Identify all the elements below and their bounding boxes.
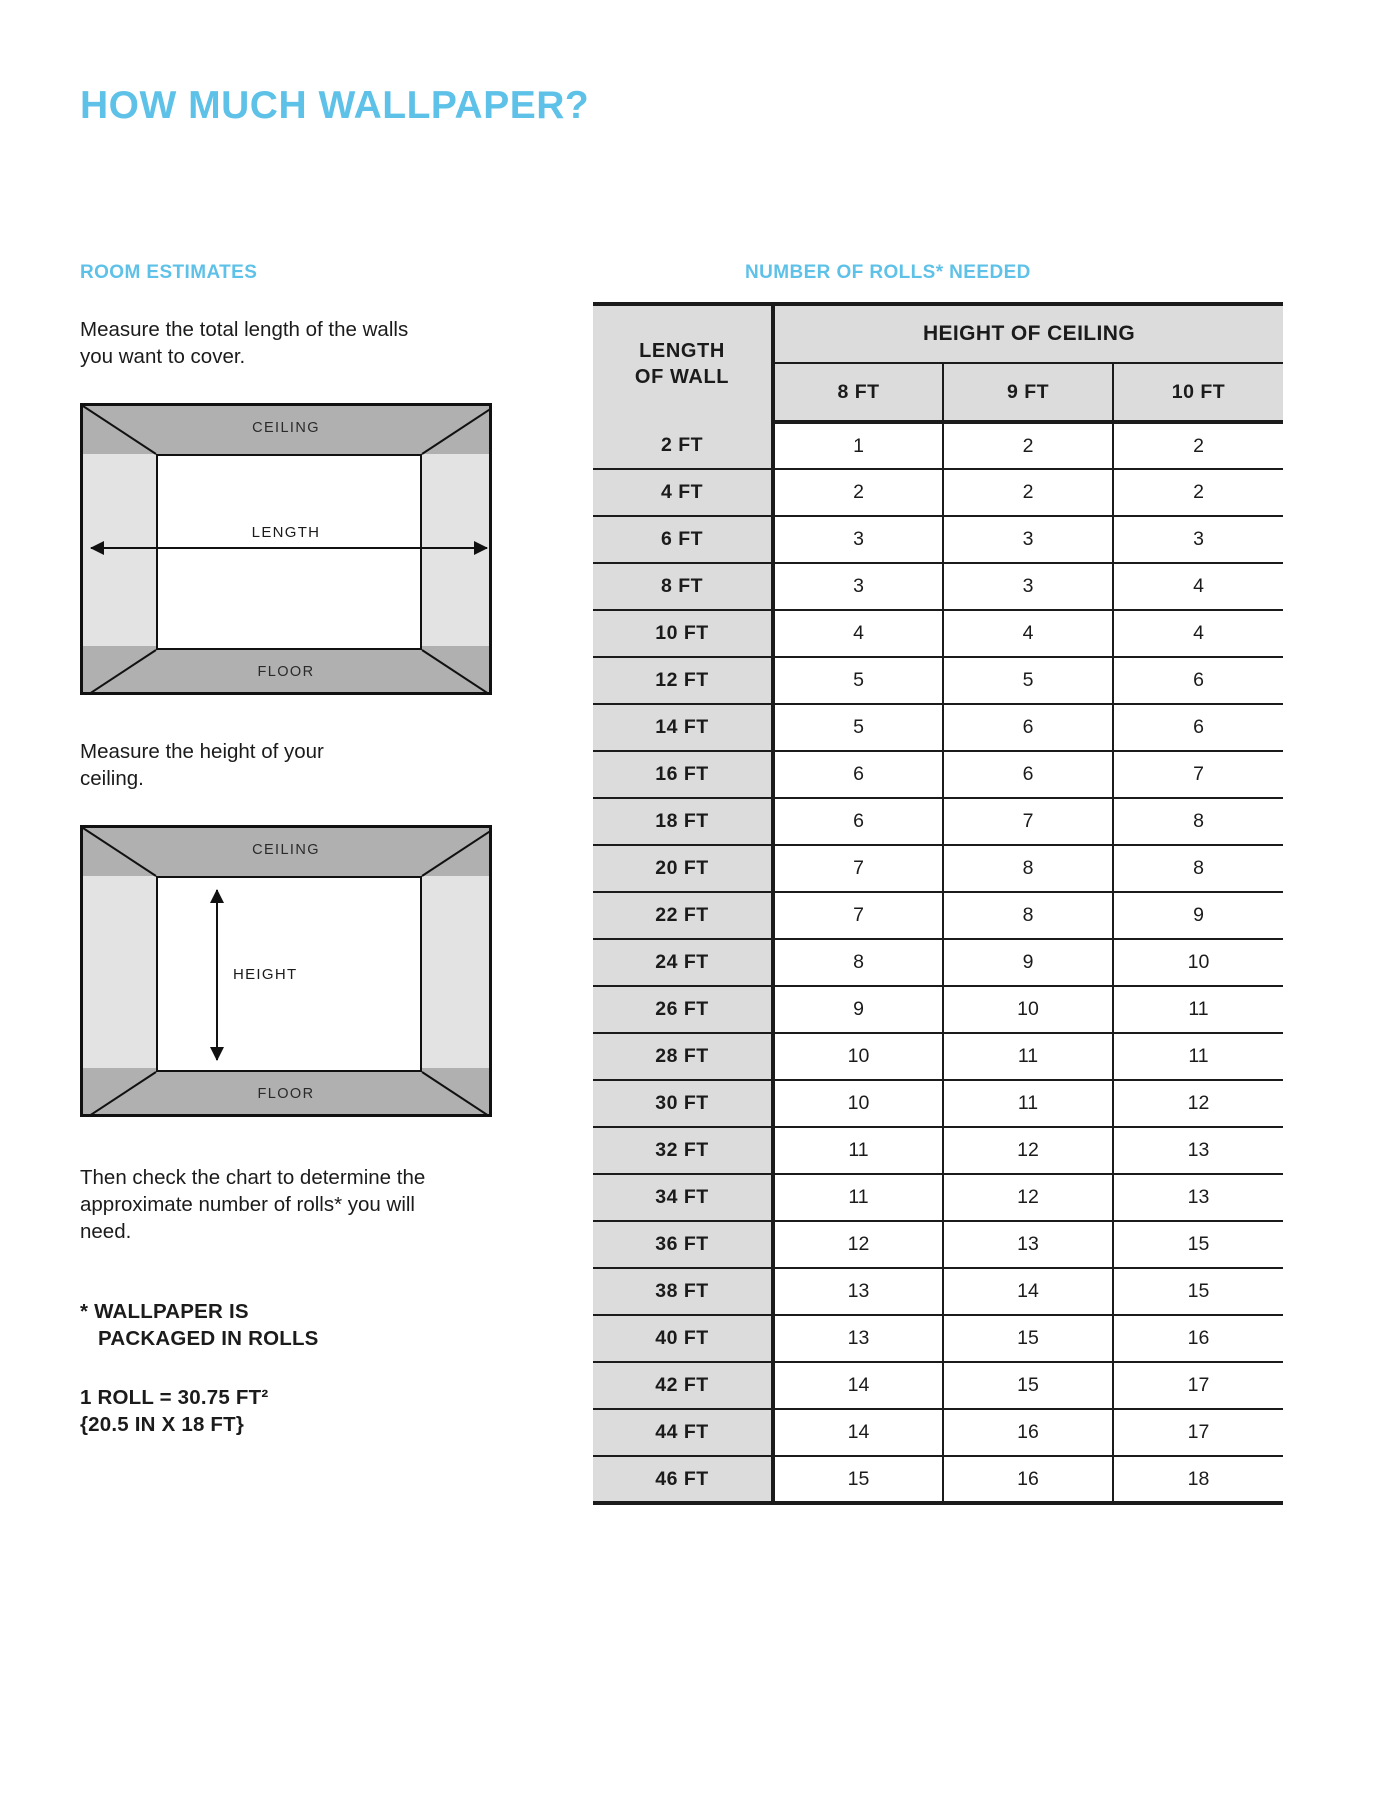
row-header-length: 16 FT [593,751,773,798]
roll-count-cell: 17 [1113,1362,1283,1409]
roll-count-cell: 2 [943,422,1113,469]
roll-count-cell: 11 [943,1033,1113,1080]
table-row [593,610,1283,657]
roll-count-cell: 3 [943,516,1113,563]
roll-count-cell: 9 [943,939,1113,986]
floor-label: FLOOR [257,1086,315,1102]
roll-count-cell: 3 [773,563,943,610]
header-length-of-wall [593,304,773,422]
floor-label: FLOOR [257,664,315,680]
header-col-8ft: 8 FT [773,363,943,422]
table-header-row-group [593,304,1283,363]
step-2-instruction: Measure the height of your ceiling. [80,740,324,790]
ceiling-label: CEILING [252,842,320,858]
row-header-length: 14 FT [593,704,773,751]
row-header-length: 22 FT [593,892,773,939]
roll-count-cell: 15 [1113,1221,1283,1268]
room-diagram-length [80,403,492,695]
step-1-instruction: Measure the total length of the walls you want to cover. [80,318,409,368]
roll-count-cell: 10 [1113,939,1283,986]
row-header-length: 46 FT [593,1456,773,1503]
roll-count-cell: 7 [773,892,943,939]
step-3-instruction: Then check the chart to determine the approximate number of rolls* you will need. [80,1166,426,1243]
roll-count-cell: 16 [943,1409,1113,1456]
table-row [593,986,1283,1033]
table-row [593,563,1283,610]
row-header-length: 8 FT [593,563,773,610]
section-heading-room-estimates: ROOM ESTIMATES [80,262,258,283]
table-row [593,469,1283,516]
table-row [593,939,1283,986]
roll-count-cell: 13 [943,1221,1113,1268]
table-row [593,1362,1283,1409]
table-row [593,1315,1283,1362]
roll-count-cell: 4 [943,610,1113,657]
table-row [593,657,1283,704]
roll-count-cell: 6 [773,751,943,798]
roll-count-cell: 8 [1113,798,1283,845]
table-row [593,422,1283,469]
header-length-line-2: OF WALL [634,366,730,388]
rolls-needed-table [593,302,1283,1505]
roll-count-cell: 2 [1113,469,1283,516]
roll-count-cell: 12 [943,1127,1113,1174]
header-col-9ft: 9 FT [943,363,1113,422]
roll-count-cell: 4 [1113,563,1283,610]
roll-count-cell: 13 [1113,1174,1283,1221]
table-row [593,798,1283,845]
roll-count-cell: 2 [943,469,1113,516]
roll-count-cell: 15 [943,1362,1113,1409]
header-length-line-1: LENGTH [639,340,725,362]
roll-count-cell: 4 [773,610,943,657]
roll-count-cell: 8 [1113,845,1283,892]
roll-count-cell: 11 [773,1174,943,1221]
row-header-length: 4 FT [593,469,773,516]
length-arrow [91,547,487,549]
row-header-length: 30 FT [593,1080,773,1127]
roll-count-cell: 10 [943,986,1113,1033]
roll-count-cell: 14 [773,1362,943,1409]
roll-count-cell: 12 [773,1221,943,1268]
ceiling-label: CEILING [252,420,320,436]
table-row [593,1268,1283,1315]
table-row [593,1409,1283,1456]
roll-count-cell: 6 [943,751,1113,798]
roll-count-cell: 7 [943,798,1113,845]
row-header-length: 12 FT [593,657,773,704]
table-row [593,1174,1283,1221]
roll-count-cell: 14 [943,1268,1113,1315]
roll-count-cell: 15 [943,1315,1113,1362]
roll-count-cell: 10 [773,1033,943,1080]
roll-count-cell: 2 [773,469,943,516]
table-row [593,704,1283,751]
roll-count-cell: 11 [943,1080,1113,1127]
roll-count-cell: 12 [1113,1080,1283,1127]
height-dimension-label: HEIGHT [233,966,298,983]
roll-count-cell: 6 [1113,704,1283,751]
roll-count-cell: 5 [773,704,943,751]
row-header-length: 24 FT [593,939,773,986]
roll-count-cell: 11 [1113,1033,1283,1080]
table-row [593,845,1283,892]
roll-count-cell: 8 [773,939,943,986]
row-header-length: 36 FT [593,1221,773,1268]
table-row [593,1221,1283,1268]
height-arrow [216,890,218,1060]
roll-count-cell: 6 [1113,657,1283,704]
roll-count-cell: 2 [1113,422,1283,469]
row-header-length: 20 FT [593,845,773,892]
roll-count-cell: 3 [943,563,1113,610]
room-estimates-column [80,262,500,1438]
roll-count-cell: 7 [1113,751,1283,798]
row-header-length: 44 FT [593,1409,773,1456]
roll-count-cell: 14 [773,1409,943,1456]
roll-count-cell: 13 [773,1315,943,1362]
roll-count-cell: 15 [773,1456,943,1503]
room-diagram-height [80,825,492,1117]
roll-count-cell: 6 [943,704,1113,751]
table-row [593,751,1283,798]
table-row [593,516,1283,563]
row-header-length: 6 FT [593,516,773,563]
table-row [593,1033,1283,1080]
roll-count-cell: 16 [943,1456,1113,1503]
roll-count-cell: 13 [1113,1127,1283,1174]
roll-count-cell: 8 [943,845,1113,892]
page-title: HOW MUCH WALLPAPER? [80,84,590,128]
rolls-table-wrapper [593,302,1283,1505]
roll-size-note [80,1384,500,1438]
footnote-wallpaper-rolls [80,1298,500,1352]
roll-count-cell: 16 [1113,1315,1283,1362]
roll-count-cell: 3 [773,516,943,563]
length-dimension-label: LENGTH [231,524,341,541]
footnote-line-1: * WALLPAPER IS [80,1300,249,1323]
roll-count-cell: 17 [1113,1409,1283,1456]
table-row [593,892,1283,939]
roll-size-line-1: 1 ROLL = 30.75 FT² [80,1386,269,1409]
row-header-length: 38 FT [593,1268,773,1315]
header-height-of-ceiling: HEIGHT OF CEILING [773,304,1283,363]
roll-count-cell: 4 [1113,610,1283,657]
roll-count-cell: 7 [773,845,943,892]
row-header-length: 18 FT [593,798,773,845]
roll-count-cell: 1 [773,422,943,469]
header-col-10ft: 10 FT [1113,363,1283,422]
roll-count-cell: 11 [773,1127,943,1174]
row-header-length: 40 FT [593,1315,773,1362]
row-header-length: 42 FT [593,1362,773,1409]
table-row [593,1456,1283,1503]
row-header-length: 28 FT [593,1033,773,1080]
row-header-length: 26 FT [593,986,773,1033]
perspective-lines [83,406,492,695]
table-row [593,1127,1283,1174]
roll-count-cell: 5 [943,657,1113,704]
table-head [593,304,1283,422]
roll-count-cell: 10 [773,1080,943,1127]
roll-count-cell: 11 [1113,986,1283,1033]
row-header-length: 10 FT [593,610,773,657]
roll-count-cell: 13 [773,1268,943,1315]
roll-count-cell: 6 [773,798,943,845]
roll-size-line-2: {20.5 IN X 18 FT} [80,1413,245,1436]
roll-count-cell: 8 [943,892,1113,939]
footnote-line-2: PACKAGED IN ROLLS [98,1327,319,1350]
roll-count-cell: 9 [773,986,943,1033]
row-header-length: 34 FT [593,1174,773,1221]
table-title: NUMBER OF ROLLS* NEEDED [745,262,1031,283]
roll-count-cell: 12 [943,1174,1113,1221]
row-header-length: 2 FT [593,422,773,469]
table-body [593,422,1283,1503]
table-row [593,1080,1283,1127]
roll-count-cell: 18 [1113,1456,1283,1503]
row-header-length: 32 FT [593,1127,773,1174]
roll-count-cell: 9 [1113,892,1283,939]
roll-count-cell: 3 [1113,516,1283,563]
roll-count-cell: 5 [773,657,943,704]
roll-count-cell: 15 [1113,1268,1283,1315]
